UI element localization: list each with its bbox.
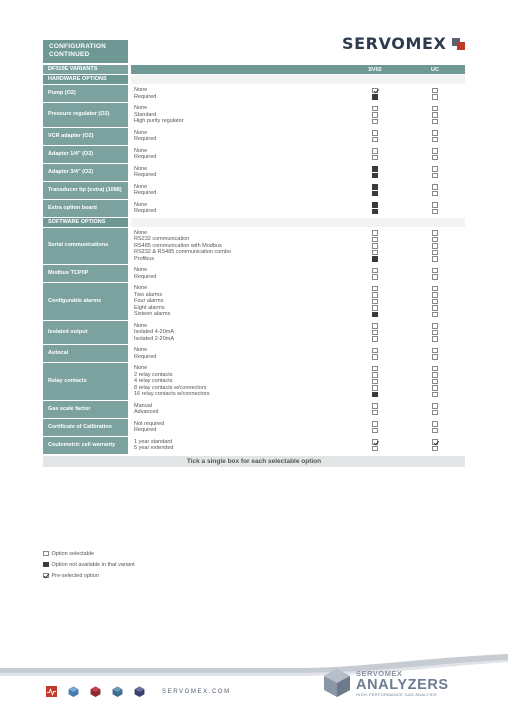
option-checkbox[interactable] — [372, 354, 378, 360]
uc-column — [405, 146, 465, 163]
option-checkbox[interactable] — [432, 410, 438, 416]
option-checkbox[interactable] — [372, 106, 378, 112]
option-checkbox[interactable] — [432, 366, 438, 372]
sv02-column — [345, 182, 405, 199]
option-checkbox[interactable] — [432, 112, 438, 118]
configuration-table — [43, 65, 465, 467]
option-label: Isolated output — [43, 321, 128, 345]
option-row — [43, 85, 465, 102]
option-label: Modbus TCP/IP — [43, 265, 128, 282]
option-checkbox[interactable] — [432, 94, 438, 100]
option-text: 16 relay contacts w/connectors — [134, 391, 210, 397]
analyzers-brand-main: ANALYZERS — [356, 677, 449, 693]
uc-column — [405, 437, 465, 454]
option-label: Adapter 3/4" (O2) — [43, 164, 128, 181]
preselected-checkbox[interactable] — [372, 439, 378, 445]
legend-item-selectable — [43, 548, 135, 559]
option-list — [131, 103, 345, 127]
servomex-logo — [342, 34, 466, 53]
option-text: None — [134, 105, 148, 111]
option-list — [131, 401, 345, 418]
option-text: Required — [134, 427, 157, 433]
uc-column — [405, 200, 465, 217]
sv02-column — [345, 321, 405, 345]
cube-icon-red — [90, 686, 101, 697]
option-text: 5 year extended — [134, 445, 174, 451]
option-text: 1 year standard — [134, 438, 173, 445]
page-header: CONFIGURATION CONTINUED — [43, 40, 128, 63]
option-text: None — [134, 285, 148, 291]
option-checkbox[interactable] — [432, 379, 438, 385]
legend-label: Pre-selected option — [51, 572, 99, 579]
option-row — [43, 200, 465, 217]
option-checkbox[interactable] — [432, 299, 438, 305]
variants-title: DF310E VARIANTS — [43, 65, 128, 74]
option-checkbox[interactable] — [432, 130, 438, 136]
option-label: Pump (O2) — [43, 85, 128, 102]
option-text: Required — [134, 93, 157, 100]
option-label: Serial communications — [43, 228, 128, 265]
option-text: Four alarms — [134, 298, 164, 304]
option-checkbox[interactable] — [372, 385, 378, 391]
option-checkbox[interactable] — [432, 336, 438, 342]
option-checkbox[interactable] — [432, 292, 438, 298]
option-text: Required — [134, 136, 157, 142]
category-label: HARDWARE OPTIONS — [43, 75, 128, 84]
option-checkbox[interactable] — [372, 323, 378, 329]
logo-text: SERVOMEX — [342, 34, 447, 53]
option-checkbox[interactable] — [432, 403, 438, 409]
option-checkbox[interactable] — [372, 274, 378, 280]
not-available-box — [372, 202, 378, 208]
sv02-column — [345, 419, 405, 436]
option-rows — [43, 75, 465, 454]
option-list — [131, 146, 345, 163]
logo-mark-icon — [452, 38, 466, 50]
option-checkbox[interactable] — [372, 155, 378, 161]
option-text: Required — [134, 172, 157, 178]
option-checkbox[interactable] — [372, 130, 378, 136]
variant-column-uc: UC — [431, 66, 439, 73]
option-checkbox[interactable] — [432, 243, 438, 249]
option-label: Adapter 1/4" (O2) — [43, 146, 128, 163]
option-checkbox[interactable] — [372, 137, 378, 143]
option-checkbox[interactable] — [372, 237, 378, 243]
option-checkbox[interactable] — [372, 403, 378, 409]
option-checkbox[interactable] — [372, 292, 378, 298]
option-checkbox[interactable] — [432, 421, 438, 427]
option-checkbox[interactable] — [372, 348, 378, 354]
option-text: 4 relay contacts — [134, 378, 173, 384]
option-checkbox[interactable] — [432, 166, 438, 172]
option-row — [43, 401, 465, 418]
sv02-column — [345, 146, 405, 163]
servomex-analyzers-logo — [322, 668, 449, 698]
option-checkbox[interactable] — [372, 230, 378, 236]
uc-column — [405, 164, 465, 181]
heart-monitor-icon — [46, 686, 57, 697]
uc-column — [405, 128, 465, 145]
not-available-box — [372, 392, 378, 398]
sv02-column — [345, 85, 405, 102]
option-list — [131, 321, 345, 345]
sv02-column — [345, 345, 405, 362]
option-list — [131, 437, 345, 454]
option-checkbox[interactable] — [432, 88, 438, 94]
option-checkbox[interactable] — [372, 428, 378, 434]
uc-column — [405, 401, 465, 418]
option-checkbox[interactable] — [372, 336, 378, 342]
option-checkbox[interactable] — [372, 446, 378, 452]
sv02-column — [345, 200, 405, 217]
option-checkbox[interactable] — [432, 330, 438, 336]
option-checkbox[interactable] — [432, 274, 438, 280]
option-text: Sixteen alarms — [134, 311, 171, 317]
analyzers-tagline: HIGH-PERFORMANCE GAS ANALYSIS — [356, 692, 437, 697]
option-text: None — [134, 201, 148, 208]
option-text: Required — [134, 154, 157, 160]
option-label: Gas scale factor — [43, 401, 128, 418]
option-checkbox[interactable] — [432, 137, 438, 143]
option-checkbox[interactable] — [432, 392, 438, 398]
option-checkbox[interactable] — [432, 202, 438, 208]
option-row — [43, 164, 465, 181]
option-text: RS232 communication — [134, 236, 190, 242]
option-checkbox[interactable] — [432, 237, 438, 243]
option-checkbox[interactable] — [432, 286, 438, 292]
option-text: Two alarms — [134, 291, 163, 298]
preselected-box-icon — [43, 573, 49, 579]
option-checkbox[interactable] — [372, 410, 378, 416]
option-row — [43, 437, 465, 454]
option-text: Advanced — [134, 409, 159, 415]
option-text: None — [134, 365, 148, 371]
option-checkbox[interactable] — [432, 148, 438, 154]
uc-column — [405, 321, 465, 345]
uc-column — [405, 265, 465, 282]
option-text: None — [134, 322, 148, 329]
option-text: None — [134, 147, 148, 154]
brand-icons — [46, 686, 231, 697]
option-checkbox[interactable] — [372, 379, 378, 385]
legend-label: Option selectable — [51, 550, 94, 557]
option-checkbox[interactable] — [432, 348, 438, 354]
option-checkbox[interactable] — [372, 421, 378, 427]
not-available-box — [372, 173, 378, 179]
option-checkbox[interactable] — [372, 372, 378, 378]
option-text: Eight alarms — [134, 304, 165, 311]
not-available-box — [372, 209, 378, 215]
option-checkbox[interactable] — [372, 148, 378, 154]
uc-column — [405, 345, 465, 362]
option-text: None — [134, 129, 148, 136]
option-text: Required — [134, 208, 157, 214]
option-text: 2 relay contacts — [134, 371, 173, 378]
option-text: Required — [134, 273, 157, 280]
sv02-column — [345, 283, 405, 320]
legend-item-preselected — [43, 570, 135, 581]
preselected-checkbox[interactable] — [372, 88, 378, 94]
option-checkbox[interactable] — [432, 209, 438, 215]
uc-column — [405, 228, 465, 265]
uc-column — [405, 363, 465, 400]
cube-icon-steel — [112, 686, 123, 697]
option-text: 8 relay contacts w/connectors — [134, 384, 207, 391]
option-label: Configurable alarms — [43, 283, 128, 320]
legend-label: Option not available in that variant — [51, 561, 135, 568]
option-row — [43, 265, 465, 282]
sv02-column — [345, 363, 405, 400]
option-label: Pressure regulator (O2) — [43, 103, 128, 127]
option-checkbox[interactable] — [432, 268, 438, 274]
option-checkbox[interactable] — [432, 446, 438, 452]
option-checkbox[interactable] — [432, 184, 438, 190]
sv02-column — [345, 437, 405, 454]
option-checkbox[interactable] — [432, 106, 438, 112]
option-row — [43, 228, 465, 265]
option-text: None — [134, 183, 148, 190]
option-row — [43, 345, 465, 362]
option-list — [131, 164, 345, 181]
not-available-box — [372, 184, 378, 190]
not-available-box — [372, 166, 378, 172]
option-text: Isolated 4-20mA — [134, 329, 175, 335]
option-label: Relay contacts — [43, 363, 128, 400]
instruction-note: Tick a single box for each selectable option — [43, 456, 465, 467]
uc-column — [405, 283, 465, 320]
option-text: Profibus — [134, 255, 155, 262]
not-available-box-icon — [43, 562, 49, 568]
category-row — [43, 75, 465, 84]
option-list — [131, 182, 345, 199]
option-row — [43, 321, 465, 345]
option-checkbox[interactable] — [432, 173, 438, 179]
option-row — [43, 103, 465, 127]
sv02-column — [345, 265, 405, 282]
option-checkbox[interactable] — [432, 250, 438, 256]
sv02-column — [345, 164, 405, 181]
option-checkbox[interactable] — [432, 312, 438, 318]
not-available-box — [372, 94, 378, 100]
uc-column — [405, 103, 465, 127]
option-row — [43, 363, 465, 400]
option-checkbox[interactable] — [372, 366, 378, 372]
option-list — [131, 228, 345, 265]
option-checkbox[interactable] — [432, 385, 438, 391]
option-label: Transducer tip (extra) (1088) — [43, 182, 128, 199]
option-row — [43, 182, 465, 199]
option-row — [43, 128, 465, 145]
option-checkbox[interactable] — [432, 354, 438, 360]
option-text: Required — [134, 190, 157, 196]
option-checkbox[interactable] — [372, 268, 378, 274]
option-list — [131, 265, 345, 282]
uc-column — [405, 419, 465, 436]
option-text: None — [134, 267, 148, 273]
option-text: Not required — [134, 420, 165, 427]
option-list — [131, 200, 345, 217]
option-list — [131, 128, 345, 145]
option-checkbox[interactable] — [432, 191, 438, 197]
not-available-box — [372, 256, 378, 262]
option-text: None — [134, 87, 148, 93]
sv02-column — [345, 103, 405, 127]
selectable-box-icon — [43, 551, 49, 557]
option-checkbox[interactable] — [372, 299, 378, 305]
variants-header-row — [43, 65, 465, 74]
not-available-box — [372, 312, 378, 318]
option-list — [131, 283, 345, 320]
option-list — [131, 419, 345, 436]
cube-icon-navy — [134, 686, 145, 697]
option-list — [131, 345, 345, 362]
option-text: Isolated 2-20mA — [134, 335, 175, 342]
option-row — [43, 283, 465, 320]
option-checkbox[interactable] — [432, 256, 438, 262]
not-available-box — [372, 191, 378, 197]
option-checkbox[interactable] — [432, 323, 438, 329]
option-checkbox[interactable] — [432, 230, 438, 236]
category-row — [43, 218, 465, 227]
website-link[interactable]: SERVOMEX.COM — [162, 688, 231, 695]
option-label: Extra option board — [43, 200, 128, 217]
option-checkbox[interactable] — [372, 286, 378, 292]
option-checkbox[interactable] — [432, 428, 438, 434]
option-checkbox[interactable] — [372, 243, 378, 249]
sv02-column — [345, 228, 405, 265]
option-checkbox[interactable] — [432, 119, 438, 125]
option-checkbox[interactable] — [372, 305, 378, 311]
option-row — [43, 146, 465, 163]
option-checkbox[interactable] — [432, 372, 438, 378]
option-label: Autocal — [43, 345, 128, 362]
sv02-column — [345, 401, 405, 418]
option-checkbox[interactable] — [432, 305, 438, 311]
preselected-checkbox[interactable] — [432, 439, 438, 445]
option-checkbox[interactable] — [372, 330, 378, 336]
option-label: Coulometric cell warranty — [43, 437, 128, 454]
option-checkbox[interactable] — [432, 155, 438, 161]
analyzers-cube-icon — [322, 668, 352, 698]
option-list — [131, 85, 345, 102]
option-label: VCR adapter (O2) — [43, 128, 128, 145]
legend-item-not-available — [43, 559, 135, 570]
option-text: Standard — [134, 111, 157, 118]
option-text: Manual — [134, 402, 153, 409]
uc-column — [405, 182, 465, 199]
analyzers-brand-top: SERVOMEX — [356, 669, 403, 678]
variant-column-sv02: SV02 — [368, 66, 382, 73]
option-list — [131, 363, 345, 400]
uc-column — [405, 85, 465, 102]
legend — [43, 548, 135, 581]
sv02-column — [345, 128, 405, 145]
option-label: Certificate of Calibration — [43, 419, 128, 436]
option-checkbox[interactable] — [372, 112, 378, 118]
category-label: SOFTWARE OPTIONS — [43, 218, 128, 227]
option-text: None — [134, 347, 148, 353]
option-text: None — [134, 165, 148, 172]
option-checkbox[interactable] — [372, 250, 378, 256]
option-text: RS485 communication with Modbus — [134, 242, 222, 249]
option-checkbox[interactable] — [372, 119, 378, 125]
option-text: None — [134, 229, 148, 236]
option-text: High purity regulator — [134, 118, 184, 124]
option-text: RS232 & RS485 communication combo — [134, 249, 231, 255]
option-row — [43, 419, 465, 436]
cube-icon-blue — [68, 686, 79, 697]
option-text: Required — [134, 353, 157, 360]
